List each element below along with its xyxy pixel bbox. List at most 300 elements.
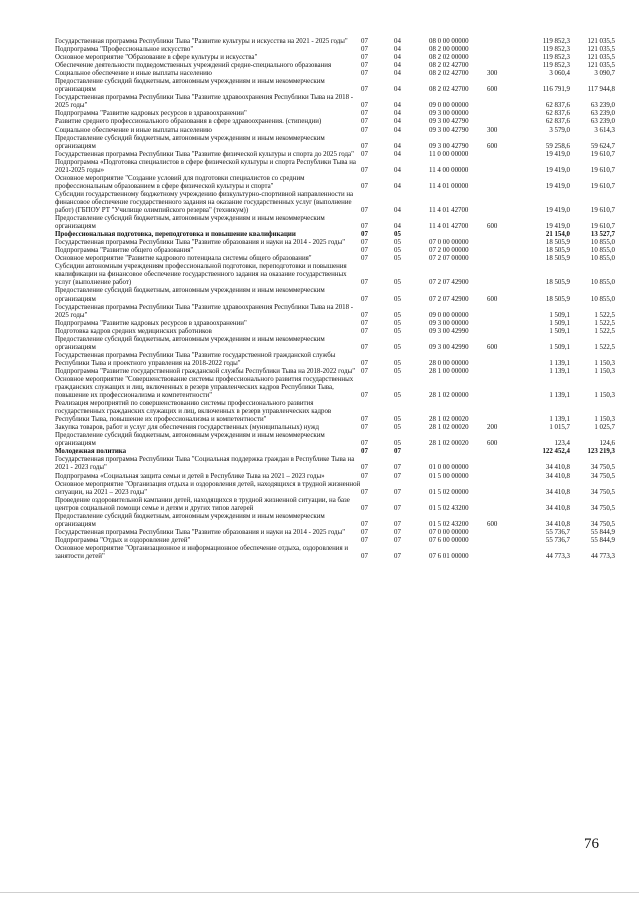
subsection-code-cell: 07 (394, 504, 401, 512)
expense-type-cell (487, 263, 520, 287)
amount-year1-cell: 18 505,9 (545, 295, 570, 303)
row-name-cell: Подпрограмма "Развитие государственной гражданской службы Республики Тыва на 2018-2022 годы" (55, 367, 356, 375)
amount-year1-cell: 55 736,7 (545, 536, 570, 544)
amount-year1-cell: 59 258,6 (545, 142, 570, 150)
table-row (55, 255, 615, 263)
expense-type-cell (487, 110, 520, 118)
table-row (55, 432, 615, 448)
amount-year1-cell: 19 419,0 (545, 150, 570, 158)
target-article-cell: 07 2 07 42900 (429, 295, 469, 303)
amount-year2-cell: 1 150,3 (594, 367, 615, 375)
row-name-cell: Развитие среднего профессионального образования в сфере здравоохранения. (стипендии) (55, 118, 322, 126)
amount-year2-cell: 13 527,7 (590, 231, 615, 239)
target-article-cell: 07 2 07 00000 (429, 255, 469, 263)
expense-type-cell: 600 (487, 86, 498, 94)
section-code-cell: 07 (361, 448, 368, 456)
amount-year2-cell: 121 035,5 (587, 62, 615, 70)
row-name-cell: Субсидии автономным учреждениям профессиональной подготовки, переподготовки и повышения квалификации на финансовое обеспечение государственного задания на оказание государственных услуг (выполнение работ) (55, 263, 347, 287)
amount-year1-cell: 19 419,0 (545, 206, 570, 214)
table-row (55, 352, 615, 368)
section-code-cell: 07 (361, 206, 368, 214)
amount-year1-cell: 1 139,1 (549, 367, 570, 375)
table-row (55, 376, 615, 400)
expense-type-cell: 600 (487, 142, 498, 150)
expense-type-cell (487, 448, 520, 456)
table-row (55, 473, 615, 481)
expense-type-cell (487, 545, 520, 561)
section-code-cell: 07 (361, 528, 368, 536)
expense-type-cell (487, 231, 520, 239)
subsection-code-cell: 04 (394, 46, 401, 54)
row-name-cell: Основное мероприятие "Совершенствование системы профессионального развития государственных гражданских служащих и лиц, включенных в резерв управленческих кадров Республики Тыва, повышение их профессионализма и компетентности" (55, 375, 354, 400)
subsection-code-cell: 04 (394, 142, 401, 150)
expense-type-cell (487, 481, 520, 497)
section-code-cell: 07 (361, 319, 368, 327)
target-article-cell: 09 0 00 00000 (429, 102, 469, 110)
section-code-cell: 07 (361, 102, 368, 110)
subsection-code-cell: 04 (394, 206, 401, 214)
amount-year1-cell: 3 579,0 (549, 126, 570, 134)
target-article-cell: 09 3 00 42990 (429, 327, 469, 335)
row-name-cell: Закупка товаров, работ и услуг для обеспечения государственных (муниципальных) нужд (55, 424, 319, 432)
amount-year2-cell: 19 610,7 (590, 206, 615, 214)
row-name-cell: Предоставление субсидий бюджетным, автономным учреждениям и иным некоммерческим организациям (55, 335, 325, 351)
amount-year2-cell: 34 750,5 (590, 472, 615, 480)
amount-year1-cell: 119 852,3 (542, 54, 570, 62)
subsection-code-cell: 04 (394, 110, 401, 118)
amount-year2-cell: 19 610,7 (590, 223, 615, 231)
section-code-cell: 07 (361, 311, 368, 319)
amount-year1-cell: 119 852,3 (542, 38, 570, 45)
target-article-cell: 09 3 00 42790 (429, 142, 469, 150)
amount-year1-cell: 34 410,8 (545, 472, 570, 480)
table-row (55, 263, 615, 287)
amount-year2-cell: 124,6 (599, 440, 615, 448)
section-code-cell: 07 (361, 472, 368, 480)
subsection-code-cell: 05 (394, 247, 401, 255)
section-code-cell: 07 (361, 110, 368, 118)
expense-type-cell (487, 54, 520, 62)
row-name-cell: Государственная программа Республики Тыва "Развитие государственной гражданской службы Республики Тыва и проектного управления на 2018-2022 годы" (55, 351, 336, 367)
amount-year2-cell: 55 844,9 (590, 528, 615, 536)
table-row (55, 191, 615, 215)
expense-type-cell (487, 537, 520, 545)
row-name-cell: Предоставление субсидий бюджетным, автономным учреждениям и иным некоммерческим организациям (55, 134, 325, 150)
expense-type-cell (487, 62, 520, 70)
section-code-cell: 07 (361, 295, 368, 303)
expense-type-cell (487, 320, 520, 328)
amount-year2-cell: 123 219,3 (587, 448, 615, 456)
table-row (55, 231, 615, 239)
amount-year2-cell: 34 750,5 (590, 488, 615, 496)
table-row (55, 110, 615, 118)
amount-year2-cell: 1 025,7 (594, 424, 615, 432)
amount-year2-cell: 1 522,5 (594, 311, 615, 319)
row-name-cell: Государственная программа Республики Тыва "Развитие образования и науки на 2014 - 2025 годы" (55, 528, 346, 536)
target-article-cell: 07 6 01 00000 (429, 553, 469, 560)
target-article-cell: 01 5 02 00000 (429, 488, 469, 496)
table-row (55, 94, 615, 110)
table-row (55, 529, 615, 537)
expense-type-cell (487, 159, 520, 175)
table-row (55, 328, 615, 336)
section-code-cell: 07 (361, 553, 368, 560)
amount-year1-cell: 62 837,6 (545, 118, 570, 126)
target-article-cell: 08 2 02 42700 (429, 86, 469, 94)
amount-year1-cell: 19 419,0 (545, 182, 570, 190)
row-name-cell: Подпрограмма «Социальная защита семьи и детей в Республике Тыва на 2021 – 2023 годы» (55, 472, 325, 480)
row-name-cell: Основное мероприятие "Развитие кадрового потенциала системы общего образования" (55, 255, 312, 263)
row-name-cell: Государственная программа Республики Тыва "Развитие здравоохранения Республики Тыва на 2018 - 2025 годы" (55, 303, 354, 319)
row-name-cell: Подпрограмма «Подготовка специалистов в сфере физической культуры и спорта Республики Тыва на 2021-2025 годы» (55, 158, 356, 174)
target-article-cell (429, 231, 487, 239)
section-code-cell: 07 (361, 279, 368, 287)
subsection-code-cell: 04 (394, 118, 401, 126)
table-row (55, 400, 615, 424)
row-name-cell: Обеспечение деятельности подведомственных учреждений средне-специального образования (55, 62, 332, 70)
table-row (55, 537, 615, 545)
target-article-cell: 09 3 00 00000 (429, 319, 469, 327)
target-article-cell: 07 0 00 00000 (429, 528, 469, 536)
amount-year1-cell: 119 852,3 (542, 62, 570, 70)
amount-year2-cell: 63 239,0 (590, 110, 615, 118)
table-row (55, 135, 615, 151)
table-row (55, 239, 615, 247)
target-article-cell: 09 3 00 42790 (429, 118, 469, 126)
row-name-cell: Предоставление субсидий бюджетным, автономным учреждениям и иным некоммерческим организациям (55, 432, 325, 448)
section-code-cell: 07 (361, 62, 368, 70)
section-code-cell: 07 (361, 126, 368, 134)
section-code-cell: 07 (361, 359, 368, 367)
section-code-cell: 07 (361, 255, 368, 263)
table-row (55, 127, 615, 135)
expense-type-cell (487, 352, 520, 368)
amount-year2-cell: 1 150,3 (594, 359, 615, 367)
expense-type-cell (487, 38, 520, 46)
subsection-code-cell: 05 (394, 343, 401, 351)
subsection-code-cell: 05 (394, 311, 401, 319)
subsection-code-cell: 04 (394, 70, 401, 78)
row-name-cell: Основное мероприятие "Образование в сфере культуры и искусства" (55, 54, 258, 62)
expense-type-cell: 600 (487, 520, 498, 528)
subsection-code-cell: 04 (394, 126, 401, 134)
expense-type-cell (487, 239, 520, 247)
subsection-code-cell: 05 (394, 327, 401, 335)
section-code-cell: 07 (361, 327, 368, 335)
target-article-cell: 07 0 00 00000 (429, 239, 469, 247)
section-code-cell: 07 (361, 150, 368, 158)
amount-year1-cell: 3 060,4 (549, 70, 570, 78)
amount-year2-cell: 34 750,5 (590, 504, 615, 512)
amount-year2-cell: 63 239,0 (590, 118, 615, 126)
amount-year2-cell: 55 844,9 (590, 536, 615, 544)
target-article-cell: 08 0 00 00000 (429, 38, 469, 45)
expense-type-cell: 200 (487, 424, 498, 432)
target-article-cell: 28 1 02 00020 (429, 416, 469, 424)
target-article-cell: 07 2 07 42900 (429, 279, 469, 287)
section-code-cell: 07 (361, 118, 368, 126)
amount-year1-cell: 19 419,0 (545, 223, 570, 231)
amount-year2-cell: 1 150,3 (594, 416, 615, 424)
amount-year1-cell: 62 837,6 (545, 102, 570, 110)
amount-year1-cell: 1 139,1 (549, 416, 570, 424)
subsection-code-cell: 04 (394, 54, 401, 62)
expense-type-cell (487, 247, 520, 255)
section-code-cell: 07 (361, 520, 368, 528)
subsection-code-cell: 07 (394, 488, 401, 496)
row-name-cell: Государственная программа Республики Тыва "Развитие культуры и искусства на 2021 - 2025 годы" (55, 38, 348, 45)
amount-year2-cell: 19 610,7 (590, 166, 615, 174)
subsection-code-cell: 05 (394, 367, 401, 375)
row-name-cell: Проведение оздоровительной кампании детей, находящихся в трудной жизненной ситуации, на базе центров социальной помощи семье и детям и других типов лагерей (55, 496, 350, 512)
subsection-code-cell: 05 (394, 392, 401, 400)
budget-table (55, 38, 615, 561)
row-name-cell: Государственная программа Республики Тыва "Развитие образования и науки на 2014 - 2025 годы" (55, 239, 346, 247)
subsection-code-cell: 04 (394, 86, 401, 94)
table-row (55, 304, 615, 320)
section-code-cell: 07 (361, 367, 368, 375)
table-row (55, 54, 615, 62)
table-row (55, 287, 615, 303)
amount-year1-cell: 1 139,1 (549, 392, 570, 400)
amount-year1-cell: 18 505,9 (545, 247, 570, 255)
table-row (55, 481, 615, 497)
row-name-cell: Основное мероприятие "Организация отдыха и оздоровления детей, находящихся в трудной жизненной ситуации, на 2021 – 2023 годы" (55, 480, 361, 496)
section-code-cell: 07 (361, 46, 368, 54)
page-number: 76 (584, 836, 599, 852)
subsection-code-cell: 07 (394, 536, 401, 544)
table-row (55, 497, 615, 513)
amount-year2-cell: 34 750,5 (590, 464, 615, 472)
expense-type-cell: 300 (487, 70, 498, 78)
row-name-cell: Профессиональная подготовка, переподготовка и повышение квалификации (55, 231, 296, 239)
amount-year2-cell: 10 855,0 (590, 239, 615, 247)
row-name-cell: Основное мероприятие "Создание условий для подготовки специалистов со средним профессиональным образованием в сфере физической культуры и спорта" (55, 174, 305, 190)
section-code-cell: 07 (361, 424, 368, 432)
subsection-code-cell: 04 (394, 182, 401, 190)
row-name-cell: Государственная программа Республики Тыва "Социальная поддержка граждан в Республике Тыва на 2021 - 2023 годы" (55, 456, 355, 472)
row-name-cell: Подпрограмма "Развитие кадровых ресурсов в здравоохранении" (55, 319, 247, 327)
target-article-cell: 01 5 02 43200 (429, 520, 469, 528)
target-article-cell: 08 2 00 00000 (429, 46, 469, 54)
subsection-code-cell: 05 (394, 359, 401, 367)
subsection-code-cell: 04 (394, 166, 401, 174)
section-code-cell: 07 (361, 392, 368, 400)
section-code-cell: 07 (361, 464, 368, 472)
subsection-code-cell: 05 (394, 231, 401, 239)
expense-type-cell (487, 456, 520, 472)
row-name-cell: Предоставление субсидий бюджетным, автономным учреждениям и иным некоммерческим организациям (55, 78, 325, 94)
target-article-cell: 11 0 00 00000 (429, 150, 469, 158)
table-row (55, 38, 615, 46)
table-row (55, 78, 615, 94)
amount-year2-cell: 59 624,7 (590, 142, 615, 150)
expense-type-cell: 600 (487, 440, 498, 448)
amount-year1-cell: 1 509,1 (549, 327, 570, 335)
footer-rule (0, 892, 639, 893)
amount-year2-cell: 19 610,7 (590, 182, 615, 190)
row-name-cell: Подпрограмма "Развитие кадровых ресурсов в здравоохранении" (55, 110, 247, 118)
section-code-cell: 07 (361, 239, 368, 247)
subsection-code-cell: 07 (394, 464, 401, 472)
target-article-cell: 07 6 00 00000 (429, 536, 469, 544)
subsection-code-cell: 07 (394, 472, 401, 480)
target-article-cell: 28 1 02 00000 (429, 392, 469, 400)
target-article-cell: 11 4 01 42700 (429, 206, 469, 214)
subsection-code-cell: 07 (394, 448, 401, 456)
amount-year2-cell: 10 855,0 (590, 255, 615, 263)
target-article-cell: 01 5 02 43200 (429, 504, 469, 512)
row-name-cell: Предоставление субсидий бюджетным, автономным учреждениям и иным некоммерческим организациям (55, 287, 325, 303)
amount-year2-cell: 3 614,3 (594, 126, 615, 134)
row-name-cell: Подпрограмма "Отдых и оздоровление детей" (55, 536, 191, 544)
expense-type-cell (487, 191, 520, 215)
row-name-cell: Государственная программа Республики Тыва "Развитие здравоохранения Республики Тыва на 2018 - 2025 годы" (55, 94, 354, 110)
expense-type-cell (487, 529, 520, 537)
subsection-code-cell: 04 (394, 150, 401, 158)
amount-year1-cell: 19 419,0 (545, 166, 570, 174)
amount-year2-cell: 34 750,5 (590, 520, 615, 528)
target-article-cell: 11 4 01 00000 (429, 182, 469, 190)
subsection-code-cell: 05 (394, 255, 401, 263)
amount-year2-cell: 121 035,5 (587, 54, 615, 62)
row-name-cell: Государственная программа Республики Тыва "Развитие физической культуры и спорта до 2025 года" (55, 150, 354, 158)
section-code-cell: 07 (361, 142, 368, 150)
section-code-cell: 07 (361, 54, 368, 62)
row-name-cell: Предоставление субсидий бюджетным, автономным учреждениям и иным некоммерческим организациям (55, 512, 325, 528)
expense-type-cell (487, 473, 520, 481)
expense-type-cell (487, 497, 520, 513)
target-article-cell: 28 0 00 00000 (429, 359, 469, 367)
row-name-cell: Реализация мероприятий по совершенствованию системы профессионального развития государственных гражданских служащих и лиц, включенных в резерв управленческих кадров Республики Тыва, повышение их профессионализма и компетентности" (55, 400, 332, 424)
table-row (55, 118, 615, 126)
subsection-code-cell: 04 (394, 102, 401, 110)
amount-year2-cell: 63 239,0 (590, 102, 615, 110)
target-article-cell: 09 0 00 00000 (429, 311, 469, 319)
amount-year2-cell: 3 090,7 (594, 70, 615, 78)
subsection-code-cell: 07 (394, 528, 401, 536)
section-code-cell: 07 (361, 488, 368, 496)
amount-year1-cell: 34 410,8 (545, 464, 570, 472)
subsection-code-cell: 07 (394, 553, 401, 560)
amount-year2-cell: 1 522,5 (594, 343, 615, 351)
table-row (55, 424, 615, 432)
expense-type-cell (487, 400, 520, 424)
expense-type-cell (487, 328, 520, 336)
target-article-cell: 09 3 00 42790 (429, 126, 469, 134)
amount-year1-cell: 1 509,1 (549, 311, 570, 319)
section-code-cell: 07 (361, 182, 368, 190)
subsection-code-cell: 07 (394, 520, 401, 528)
expense-type-cell: 600 (487, 343, 498, 351)
target-article-cell: 28 1 00 00000 (429, 367, 469, 375)
table-row (55, 513, 615, 529)
subsection-code-cell: 05 (394, 295, 401, 303)
amount-year1-cell: 34 410,8 (545, 488, 570, 496)
section-code-cell: 07 (361, 504, 368, 512)
target-article-cell (429, 448, 487, 456)
target-article-cell: 07 2 00 00000 (429, 247, 469, 255)
table-row (55, 368, 615, 376)
amount-year1-cell: 18 505,9 (545, 255, 570, 263)
table-row (55, 175, 615, 191)
target-article-cell: 09 3 00 42990 (429, 343, 469, 351)
row-name-cell: Подпрограмма "Профессиональное искусство" (55, 46, 194, 54)
table-row (55, 70, 615, 78)
amount-year1-cell: 62 837,6 (545, 110, 570, 118)
row-name-cell: Подпрограмма "Развитие общего образования" (55, 247, 194, 255)
expense-type-cell (487, 46, 520, 54)
amount-year2-cell: 121 035,5 (587, 46, 615, 54)
amount-year1-cell: 44 773,3 (545, 553, 570, 560)
table-row (55, 151, 615, 159)
target-article-cell: 09 3 00 00000 (429, 110, 469, 118)
section-code-cell: 07 (361, 223, 368, 231)
row-name-cell: Социальное обеспечение и иные выплаты населению (55, 126, 212, 134)
amount-year2-cell: 1 150,3 (594, 392, 615, 400)
table-row (55, 456, 615, 472)
table-row (55, 62, 615, 70)
row-name-cell: Подготовка кадров средних медицинских работников (55, 327, 212, 335)
amount-year1-cell: 18 505,9 (545, 239, 570, 247)
amount-year1-cell: 1 509,1 (549, 319, 570, 327)
expense-type-cell: 600 (487, 223, 498, 231)
amount-year1-cell: 18 505,9 (545, 279, 570, 287)
amount-year2-cell: 1 522,5 (594, 327, 615, 335)
expense-type-cell (487, 94, 520, 110)
section-code-cell: 07 (361, 247, 368, 255)
target-article-cell: 01 0 00 00000 (429, 464, 469, 472)
amount-year2-cell: 1 522,5 (594, 319, 615, 327)
section-code-cell: 07 (361, 86, 368, 94)
section-code-cell: 07 (361, 70, 368, 78)
amount-year1-cell: 34 410,8 (545, 504, 570, 512)
budget-table-body (55, 38, 615, 561)
amount-year1-cell: 1 015,7 (549, 424, 570, 432)
amount-year2-cell: 117 944,8 (587, 86, 615, 94)
table-row (55, 448, 615, 456)
table-row (55, 215, 615, 231)
amount-year1-cell: 123,4 (554, 440, 570, 448)
expense-type-cell (487, 118, 520, 126)
amount-year1-cell: 122 452,4 (542, 448, 570, 456)
amount-year1-cell: 21 154,0 (545, 231, 570, 239)
amount-year2-cell: 10 855,0 (590, 247, 615, 255)
section-code-cell: 07 (361, 231, 368, 239)
subsection-code-cell: 05 (394, 440, 401, 448)
target-article-cell: 28 1 02 00020 (429, 440, 469, 448)
target-article-cell: 28 1 02 00020 (429, 424, 469, 432)
expense-type-cell (487, 175, 520, 191)
expense-type-cell (487, 304, 520, 320)
section-code-cell: 07 (361, 440, 368, 448)
expense-type-cell (487, 255, 520, 263)
table-row (55, 159, 615, 175)
expense-type-cell (487, 376, 520, 400)
amount-year2-cell: 19 610,7 (590, 150, 615, 158)
amount-year2-cell: 44 773,3 (590, 553, 615, 560)
amount-year2-cell: 10 855,0 (590, 295, 615, 303)
expense-type-cell (487, 151, 520, 159)
table-row (55, 545, 615, 561)
amount-year1-cell: 116 791,9 (542, 86, 570, 94)
expense-type-cell (487, 368, 520, 376)
subsection-code-cell: 04 (394, 223, 401, 231)
table-row (55, 320, 615, 328)
subsection-code-cell: 05 (394, 239, 401, 247)
row-name-cell: Субсидии государственному бюджетному учреждению физкультурно-спортивной направленности на финансовое обеспечение государственного задания на оказание государственных услуг (выполнение работ) (ГБПОУ РТ "Училище олимпийского резерва" (техникум)) (55, 190, 354, 214)
amount-year1-cell: 119 852,3 (542, 46, 570, 54)
